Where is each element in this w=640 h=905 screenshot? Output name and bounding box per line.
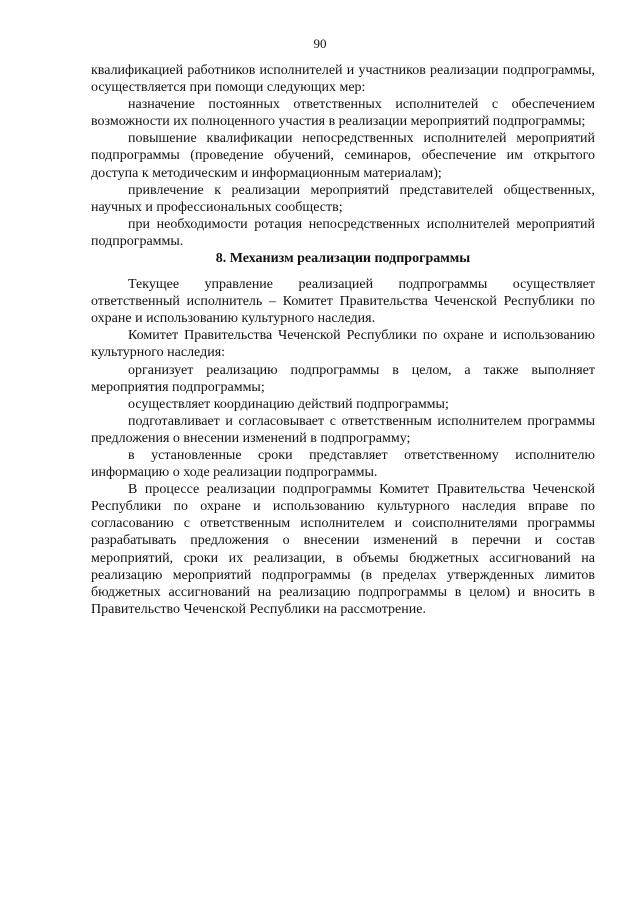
- paragraph: при необходимости ротация непосредственных исполнителей мероприятий подпрограммы.: [91, 216, 595, 249]
- paragraph: осуществляет координацию действий подпрограммы;: [128, 396, 449, 412]
- page-number: 90: [313, 36, 327, 51]
- paragraph: квалификацией работников исполнителей и участников реализации подпрограммы, осуществляется при помощи следующих мер:: [91, 63, 595, 96]
- paragraph: подготавливает и согласовывает с ответственным исполнителем программы предложения о внесении изменений в подпрограмму;: [91, 413, 595, 446]
- paragraph: назначение постоянных ответственных исполнителей с обеспечением возможности их полноценного участия в реализации мероприятий подпрограммы;: [91, 97, 595, 130]
- paragraph: организует реализацию подпрограммы в целом, а также выполняет мероприятия подпрограммы;: [91, 362, 595, 395]
- paragraph: в установленные сроки представляет ответственному исполнителю информацию о ходе реализации подпрограммы.: [91, 447, 595, 481]
- paragraph: привлечение к реализации мероприятий представителей общественных, научных и профессиональных сообществ;: [91, 182, 595, 215]
- paragraph: Комитет Правительства Чеченской Республики по охране и использованию культурного наследия:: [91, 328, 595, 361]
- paragraph: В процессе реализации подпрограммы Комитет Правительства Чеченской Республики по охране и использованию культурного наследия вправе по согласованию с ответственным исполнителем и соисполнителями программы разрабатывать предложения о внесении изменений в перечни и состав мероприятий, сроки их реализации, в объемы бюджетных ассигнований на реализацию мероприятий подпрограммы (в пределах утвержденных лимитов бюджетных ассигнований на реализацию подпрограммы в целом) и вносить в Правительство Чеченской Республики на рассмотрение.: [91, 482, 595, 617]
- paragraph: Текущее управление реализацией подпрограммы осуществляет ответственный исполнитель – Комитет Правительства Чеченской Республики по охране и использованию культурного наследия.: [91, 277, 595, 327]
- paragraph: повышение квалификации непосредственных исполнителей мероприятий подпрограммы (проведение обучений, семинаров, обеспечение им открытого доступа к методическим и информационным материалам);: [91, 131, 595, 181]
- section-heading: 8. Механизм реализации подпрограммы: [215, 251, 471, 267]
- document-body: [91, 62, 595, 618]
